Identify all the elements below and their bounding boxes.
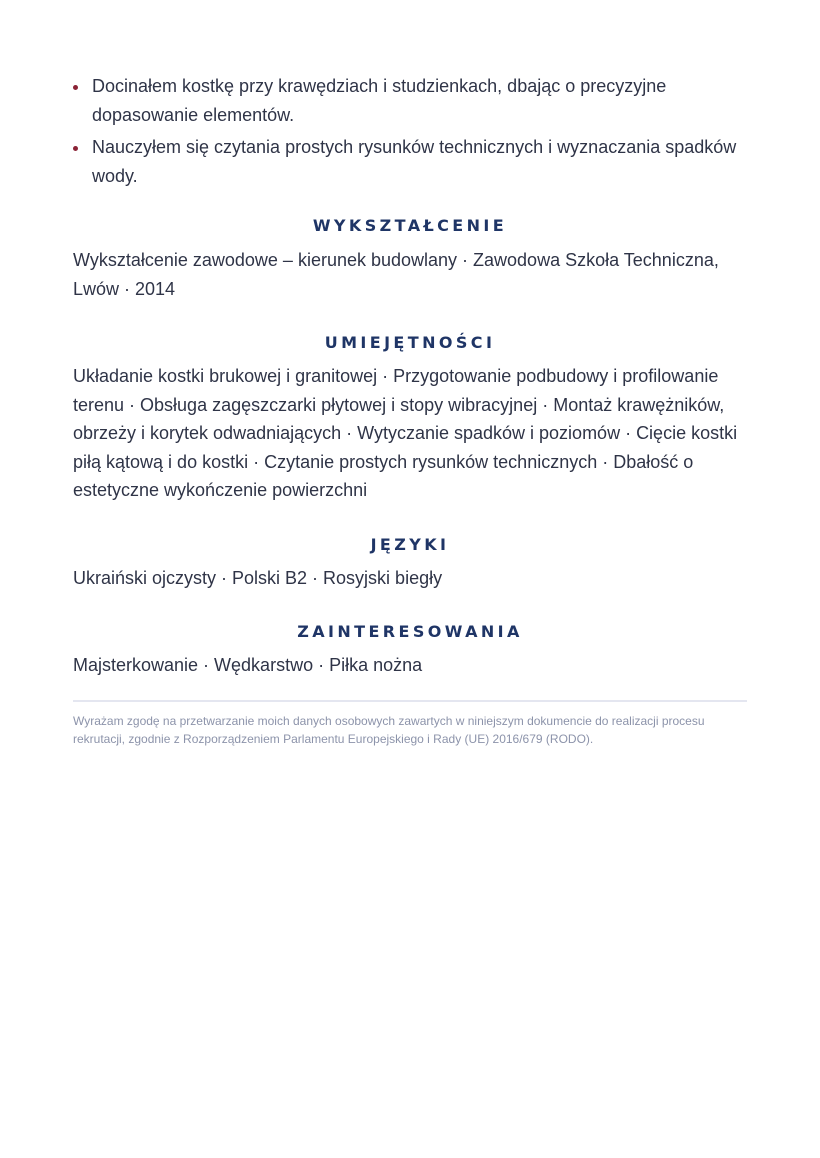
gdpr-consent-clause: Wyrażam zgodę na przetwarzanie moich danych osobowych zawartych w niniejszym dokumencie do realizacji procesu rekrutacji, zgodnie z Rozporządzeniem Parlamentu Europejskiego i Rady (UE) 2016/679 (RODO). [73,713,705,746]
interests-section [73,622,747,680]
education-section [73,216,747,303]
footer-divider [73,700,747,702]
education-text: Wykształcenie zawodowe – kierunek budowlany · Zawodowa Szkoła Techniczna, Lwów · 2014 [73,250,719,299]
interests-text: Majsterkowanie · Wędkarstwo · Piłka nożna [73,655,423,675]
languages-section [73,535,747,593]
bullet-dot-icon [73,146,78,151]
languages-heading: JĘZYKI [370,534,450,554]
languages-text: Ukraiński ojczysty · Polski B2 · Rosyjski biegły [73,567,443,588]
experience-bullet-list [73,72,747,190]
interests-heading: ZAINTERESOWANIA [297,622,523,641]
resume-page [73,72,747,748]
experience-bullet-text: Nauczyłem się czytania prostych rysunków technicznych i wyznaczania spadków wody. [92,137,737,186]
experience-bullet [73,72,747,129]
skills-heading: UMIEJĘTNOŚCI [324,333,496,352]
education-heading: WYKSZTAŁCENIE [312,216,508,235]
experience-bullet-text: Docinałem kostkę przy krawędziach i studzienkach, dbając o precyzyjne dopasowanie elementów. [92,76,667,125]
skills-section [73,333,747,505]
bullet-dot-icon [73,85,78,90]
skills-text: Układanie kostki brukowej i granitowej · Przygotowanie podbudowy i profilowanie terenu · Obsługa zagęszczarki płytowej i stopy wibracyjnej · Montaż krawężników, obrzeży i korytek odwadniających · Wytyczanie spadków i poziomów · Cięcie kostki piłą kątową i do kostki · Czytanie prostych rysunków technicznych · Dbałość o estetyczne wykończenie powierzchni [73,366,738,500]
experience-bullet [73,133,747,190]
